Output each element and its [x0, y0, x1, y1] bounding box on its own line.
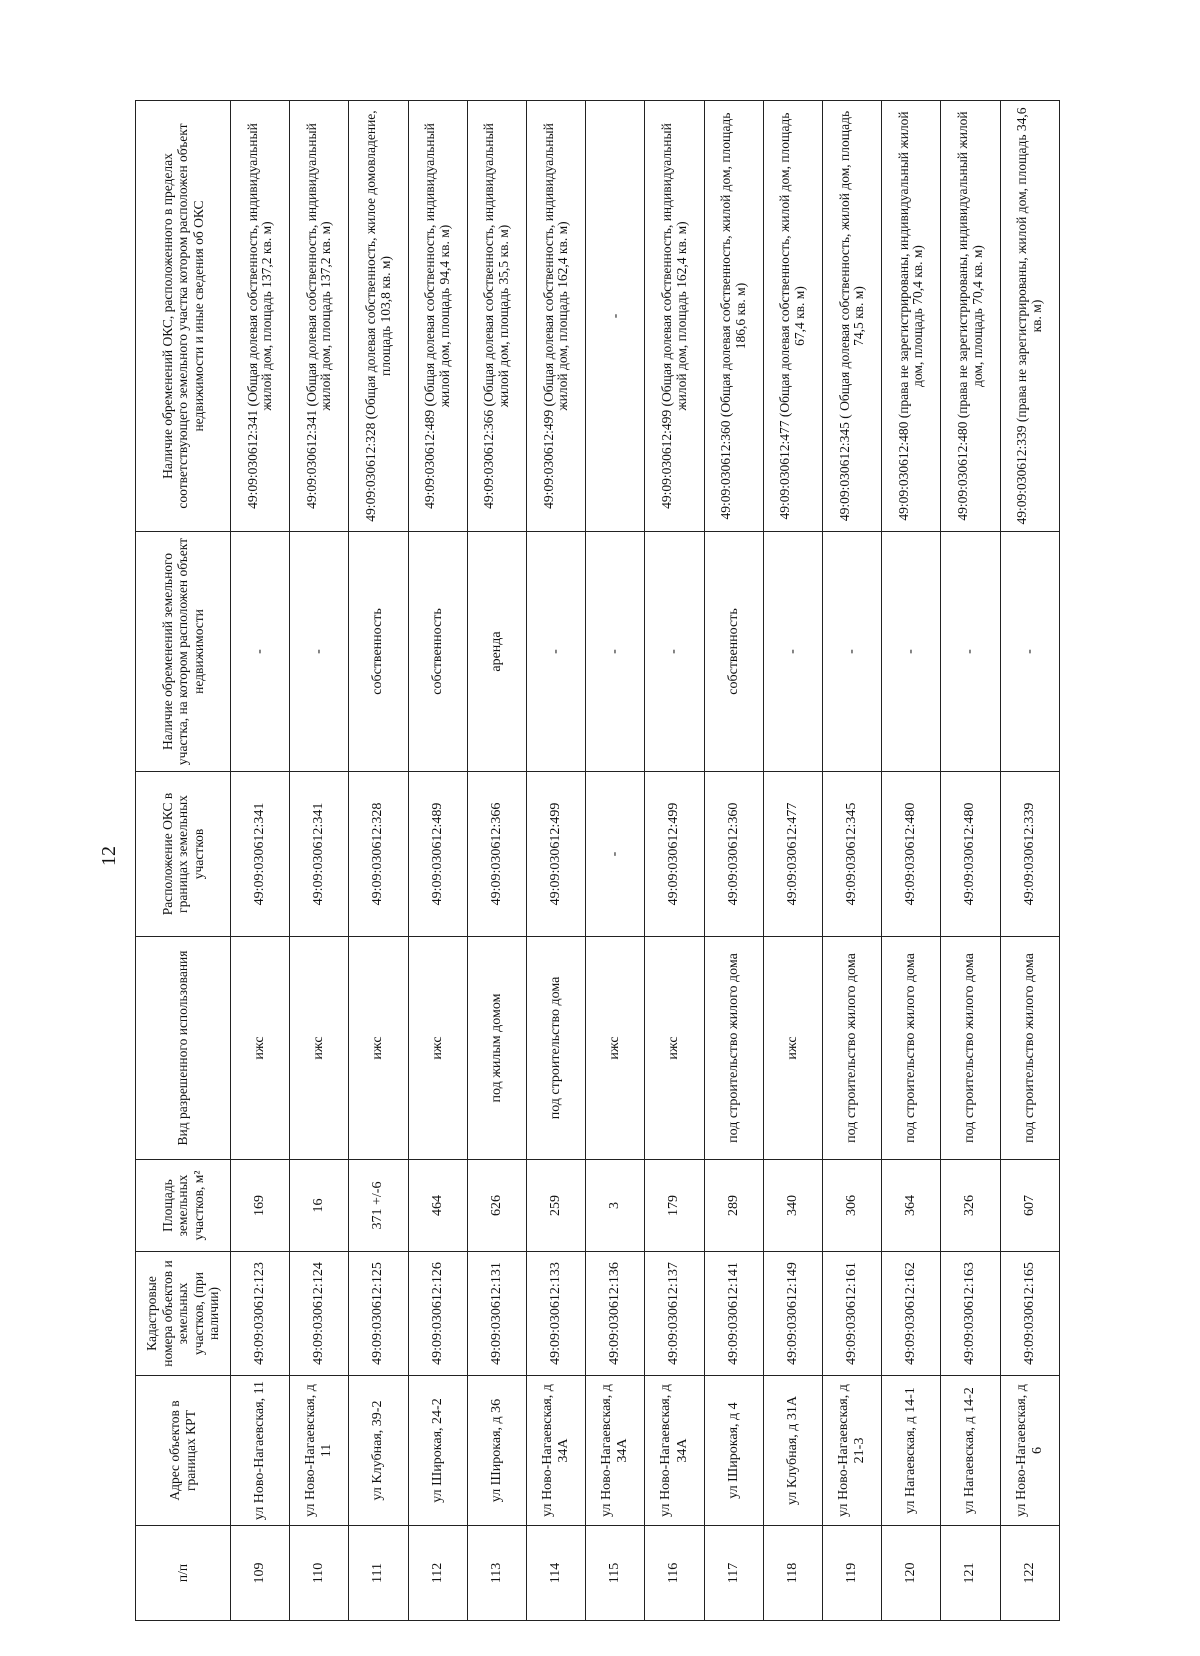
land-encumbrance-cell: собственность — [408, 532, 467, 772]
oks-location-cell: 49:09:030612:339 — [1000, 772, 1059, 937]
address-cell: ул Нагаевская, д 14-2 — [941, 1376, 1000, 1526]
row-number-cell: 116 — [645, 1526, 704, 1621]
permitted-use-cell: под строительство дома — [527, 937, 586, 1160]
oks-location-cell: 49:09:030612:480 — [941, 772, 1000, 937]
permitted-use-cell: под строительство жилого дома — [823, 937, 882, 1160]
address-cell: ул Широкая, 24-2 — [408, 1376, 467, 1526]
permitted-use-cell: под жилым домом — [467, 937, 526, 1160]
real-estate-table — [135, 100, 1060, 1621]
page-number: 12 — [98, 846, 120, 866]
oks-encumbrance-cell: 49:09:030612:328 (Общая долевая собственность, жилое домовладение, площадь 103,8 кв. м) — [349, 101, 408, 532]
address-cell: ул Ново-Нагаевская, д 6 — [1000, 1376, 1059, 1526]
cadastral-number-cell: 49:09:030612:137 — [645, 1252, 704, 1376]
oks-location-cell: 49:09:030612:499 — [645, 772, 704, 937]
permitted-use-cell: под строительство жилого дома — [941, 937, 1000, 1160]
land-encumbrance-cell: - — [941, 532, 1000, 772]
area-cell: 607 — [1000, 1160, 1059, 1252]
area-cell: 364 — [882, 1160, 941, 1252]
oks-location-cell: 49:09:030612:341 — [290, 772, 349, 937]
row-number-cell: 118 — [763, 1526, 822, 1621]
land-encumbrance-cell: - — [1000, 532, 1059, 772]
area-cell: 626 — [467, 1160, 526, 1252]
permitted-use-cell: ижс — [763, 937, 822, 1160]
permitted-use-cell: ижс — [408, 937, 467, 1160]
cadastral-number-cell: 49:09:030612:124 — [290, 1252, 349, 1376]
cadastral-number-cell: 49:09:030612:123 — [231, 1252, 290, 1376]
table-row — [763, 101, 822, 1621]
area-cell: 371 +/-6 — [349, 1160, 408, 1252]
oks-encumbrance-cell: 49:09:030612:360 (Общая долевая собственность, жилой дом, площадь 186,6 кв. м) — [704, 101, 763, 532]
cadastral-number-cell: 49:09:030612:131 — [467, 1252, 526, 1376]
oks-location-cell: 49:09:030612:480 — [882, 772, 941, 937]
land-encumbrance-cell: собственность — [704, 532, 763, 772]
cadastral-number-cell: 49:09:030612:163 — [941, 1252, 1000, 1376]
permitted-use-cell: ижс — [645, 937, 704, 1160]
cadastral-number-cell: 49:09:030612:126 — [408, 1252, 467, 1376]
permitted-use-cell: ижс — [290, 937, 349, 1160]
area-cell: 306 — [823, 1160, 882, 1252]
cadastral-number-cell: 49:09:030612:133 — [527, 1252, 586, 1376]
header-cell: Площадь земельных участков, м² — [136, 1160, 231, 1252]
oks-encumbrance-cell: 49:09:030612:366 (Общая долевая собственность, индивидуальный жилой дом, площадь 35,5 кв. м) — [467, 101, 526, 532]
header-cell: Наличие обременений земельного участка, на котором расположен объект недвижимости — [136, 532, 231, 772]
table-row — [1000, 101, 1059, 1621]
land-encumbrance-cell: - — [645, 532, 704, 772]
area-cell: 169 — [231, 1160, 290, 1252]
land-encumbrance-cell: - — [231, 532, 290, 772]
oks-encumbrance-cell: 49:09:030612:341 (Общая долевая собственность, индивидуальный жилой дом, площадь 137,2 кв. м) — [231, 101, 290, 532]
permitted-use-cell: ижс — [231, 937, 290, 1160]
oks-encumbrance-cell: 49:09:030612:345 ( Общая долевая собственность, жилой дом, площадь 74,5 кв. м) — [823, 101, 882, 532]
land-encumbrance-cell: - — [586, 532, 645, 772]
table-row — [349, 101, 408, 1621]
land-encumbrance-cell: собственность — [349, 532, 408, 772]
area-cell: 179 — [645, 1160, 704, 1252]
permitted-use-cell: под строительство жилого дома — [882, 937, 941, 1160]
address-cell: ул Клубная, д 31А — [763, 1376, 822, 1526]
header-cell: Расположение ОКС в границах земельных участков — [136, 772, 231, 937]
address-cell: ул Ново-Нагаевская, д 34А — [527, 1376, 586, 1526]
area-cell: 16 — [290, 1160, 349, 1252]
row-number-cell: 113 — [467, 1526, 526, 1621]
area-cell: 340 — [763, 1160, 822, 1252]
row-number-cell: 109 — [231, 1526, 290, 1621]
cadastral-number-cell: 49:09:030612:125 — [349, 1252, 408, 1376]
area-cell: 289 — [704, 1160, 763, 1252]
oks-encumbrance-cell: 49:09:030612:499 (Общая долевая собственность, индивидуальный жилой дом, площадь 162,4 кв. м) — [645, 101, 704, 532]
table-row — [823, 101, 882, 1621]
permitted-use-cell: под строительство жилого дома — [704, 937, 763, 1160]
address-cell: ул Ново-Нагаевская, д 11 — [290, 1376, 349, 1526]
address-cell: ул Ново-Нагаевская, 11 — [231, 1376, 290, 1526]
header-cell: Адрес объектов в границах КРТ — [136, 1376, 231, 1526]
oks-encumbrance-cell: 49:09:030612:339 (права не зарегистрированы, жилой дом, площадь 34,6 кв. м) — [1000, 101, 1059, 532]
row-number-cell: 119 — [823, 1526, 882, 1621]
oks-location-cell: 49:09:030612:499 — [527, 772, 586, 937]
oks-location-cell: 49:09:030612:328 — [349, 772, 408, 937]
cadastral-number-cell: 49:09:030612:136 — [586, 1252, 645, 1376]
cadastral-number-cell: 49:09:030612:162 — [882, 1252, 941, 1376]
cadastral-number-cell: 49:09:030612:141 — [704, 1252, 763, 1376]
oks-encumbrance-cell: 49:09:030612:489 (Общая долевая собственность, индивидуальный жилой дом, площадь 94,4 кв. м) — [408, 101, 467, 532]
table-header-row — [136, 101, 231, 1621]
land-encumbrance-cell: - — [823, 532, 882, 772]
address-cell: ул Широкая, д 4 — [704, 1376, 763, 1526]
row-number-cell: 110 — [290, 1526, 349, 1621]
header-cell: Кадастровые номера объектов и земельных участков, (при наличии) — [136, 1252, 231, 1376]
rotated-table-wrapper — [135, 101, 1060, 1621]
address-cell: ул Широкая, д 36 — [467, 1376, 526, 1526]
table-row — [467, 101, 526, 1621]
oks-location-cell: 49:09:030612:360 — [704, 772, 763, 937]
permitted-use-cell: под строительство жилого дома — [1000, 937, 1059, 1160]
oks-encumbrance-cell: 49:09:030612:480 (права не зарегистрированы, индивидуальный жилой дом, площадь 70,4 кв. м) — [941, 101, 1000, 532]
table-row — [290, 101, 349, 1621]
table-row — [645, 101, 704, 1621]
address-cell: ул Нагаевская, д 14-1 — [882, 1376, 941, 1526]
row-number-cell: 112 — [408, 1526, 467, 1621]
row-number-cell: 115 — [586, 1526, 645, 1621]
table-row — [704, 101, 763, 1621]
oks-encumbrance-cell: 49:09:030612:499 (Общая долевая собственность, индивидуальный жилой дом, площадь 162,4 кв. м) — [527, 101, 586, 532]
cadastral-number-cell: 49:09:030612:161 — [823, 1252, 882, 1376]
address-cell: ул Ново-Нагаевская, д 34А — [586, 1376, 645, 1526]
oks-location-cell: 49:09:030612:345 — [823, 772, 882, 937]
table-row — [586, 101, 645, 1621]
row-number-cell: 114 — [527, 1526, 586, 1621]
oks-location-cell: 49:09:030612:477 — [763, 772, 822, 937]
area-cell: 3 — [586, 1160, 645, 1252]
address-cell: ул Ново-Нагаевская, д 34А — [645, 1376, 704, 1526]
table-body — [231, 101, 1060, 1621]
address-cell: ул Ново-Нагаевская, д 21-3 — [823, 1376, 882, 1526]
oks-location-cell: 49:09:030612:366 — [467, 772, 526, 937]
land-encumbrance-cell: - — [527, 532, 586, 772]
table-row — [882, 101, 941, 1621]
oks-location-cell: 49:09:030612:341 — [231, 772, 290, 937]
address-cell: ул Клубная, 39-2 — [349, 1376, 408, 1526]
land-encumbrance-cell: аренда — [467, 532, 526, 772]
table-row — [231, 101, 290, 1621]
oks-encumbrance-cell: 49:09:030612:341 (Общая долевая собственность, индивидуальный жилой дом, площадь 137,2 кв. м) — [290, 101, 349, 532]
row-number-cell: 120 — [882, 1526, 941, 1621]
area-cell: 259 — [527, 1160, 586, 1252]
land-encumbrance-cell: - — [882, 532, 941, 772]
row-number-cell: 121 — [941, 1526, 1000, 1621]
oks-location-cell: - — [586, 772, 645, 937]
row-number-cell: 111 — [349, 1526, 408, 1621]
permitted-use-cell: ижс — [586, 937, 645, 1160]
header-cell: Наличие обременений ОКС, расположенного в пределах соответствующего земельного участка котором расположен объект недвижимости и иные сведения об ОКС — [136, 101, 231, 532]
oks-encumbrance-cell: 49:09:030612:480 (права не зарегистрированы, индивидуальный жилой дом, площадь 70,4 кв. м) — [882, 101, 941, 532]
header-cell: п/п — [136, 1526, 231, 1621]
cadastral-number-cell: 49:09:030612:165 — [1000, 1252, 1059, 1376]
table-row — [527, 101, 586, 1621]
oks-encumbrance-cell: 49:09:030612:477 (Общая долевая собственность, жилой дом, площадь 67,4 кв. м) — [763, 101, 822, 532]
row-number-cell: 122 — [1000, 1526, 1059, 1621]
table-row — [941, 101, 1000, 1621]
oks-location-cell: 49:09:030612:489 — [408, 772, 467, 937]
table-row — [408, 101, 467, 1621]
land-encumbrance-cell: - — [763, 532, 822, 772]
area-cell: 326 — [941, 1160, 1000, 1252]
row-number-cell: 117 — [704, 1526, 763, 1621]
cadastral-number-cell: 49:09:030612:149 — [763, 1252, 822, 1376]
land-encumbrance-cell: - — [290, 532, 349, 772]
permitted-use-cell: ижс — [349, 937, 408, 1160]
oks-encumbrance-cell: - — [586, 101, 645, 532]
header-cell: Вид разрешенного использования — [136, 937, 231, 1160]
area-cell: 464 — [408, 1160, 467, 1252]
